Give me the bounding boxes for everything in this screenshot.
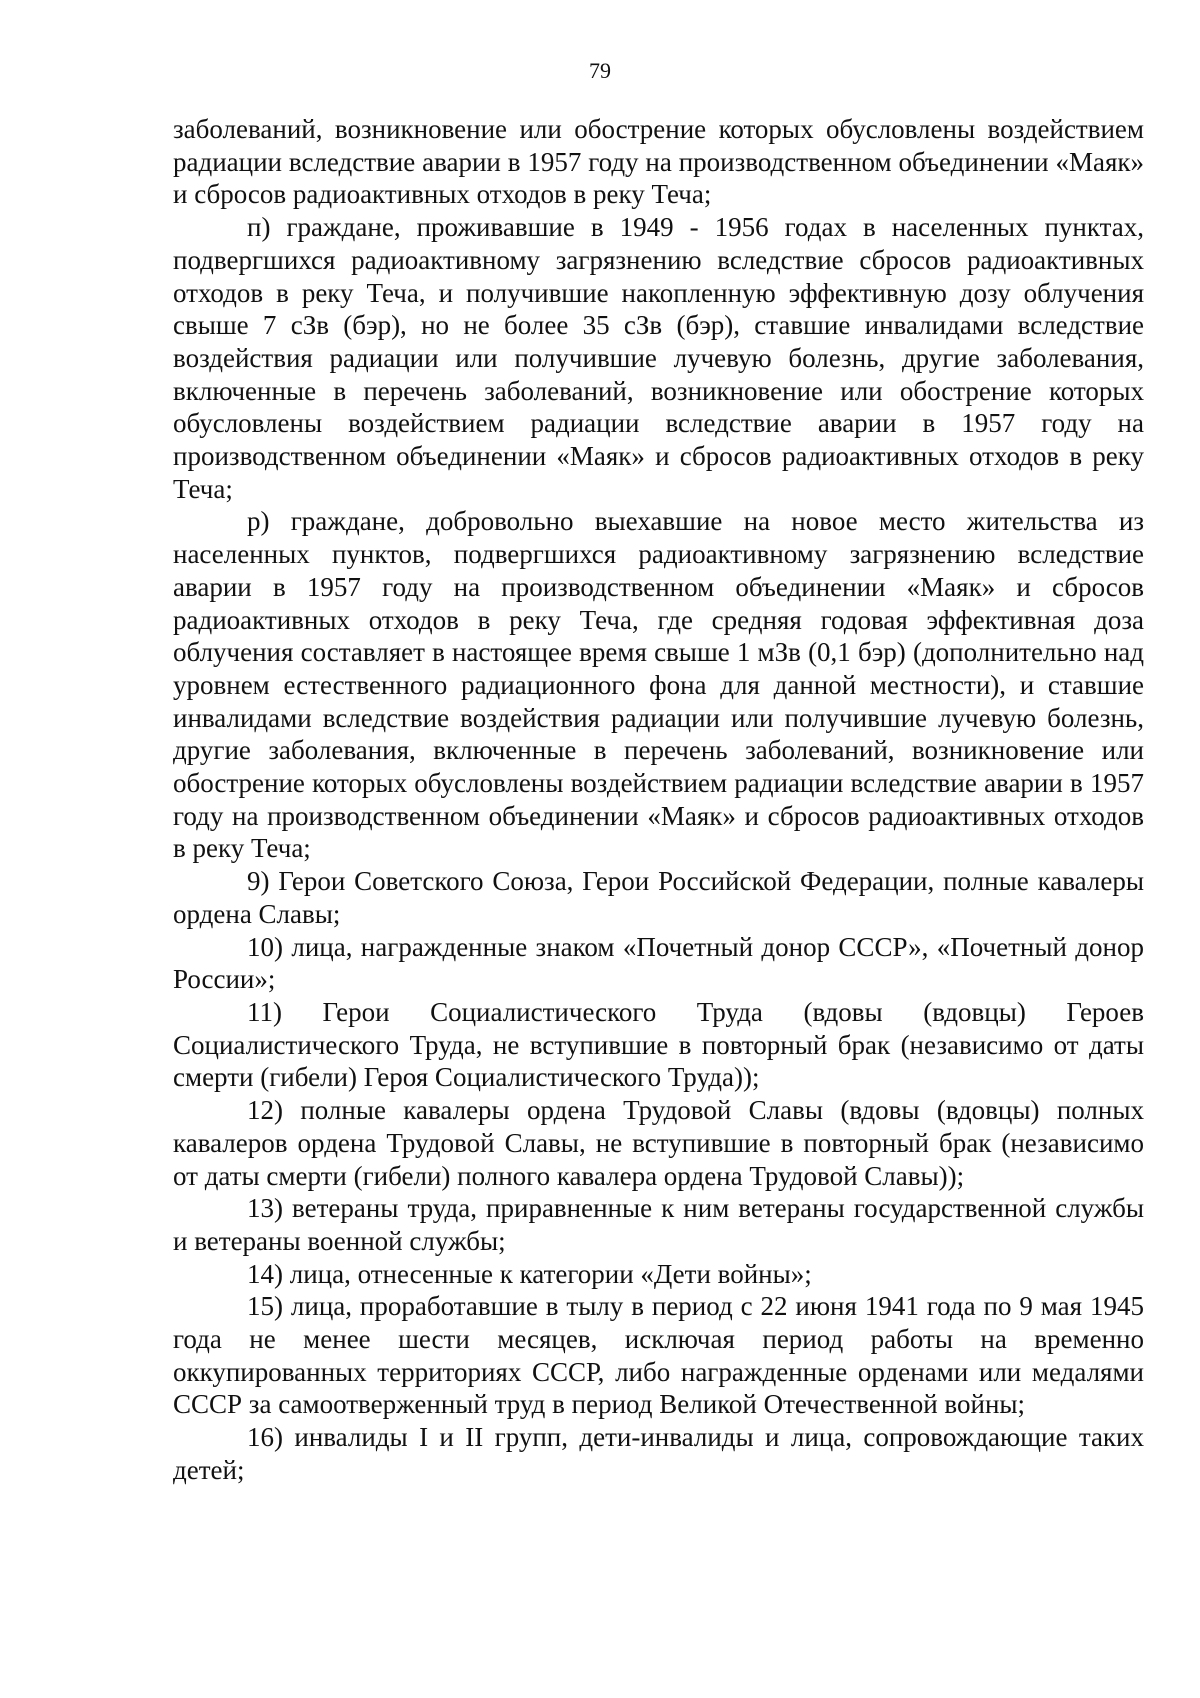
paragraph-item-16: 16) инвалиды I и II групп, дети-инвалиды и лица, сопровождающие таких детей; bbox=[173, 1422, 1144, 1485]
paragraph-item-11: 11) Герои Социалистического Труда (вдовы (вдовцы) Героев Социалистического Труда, не вступившие в повторный брак (независимо от даты смерти (гибели) Героя Социалистического Труда)); bbox=[173, 996, 1144, 1093]
document-body bbox=[173, 113, 1144, 1487]
paragraph-continued: заболеваний, возникновение или обострение которых обусловлены воздействием радиации вследствие аварии в 1957 году на производственном объединении «Маяк» и сбросов радиоактивных отходов в реку Теча; bbox=[173, 114, 1144, 210]
paragraph-item-14: 14) лица, отнесенные к категории «Дети войны»; bbox=[247, 1258, 812, 1289]
paragraph-item-10: 10) лица, награжденные знаком «Почетный донор СССР», «Почетный донор России»; bbox=[173, 931, 1144, 995]
page-number: 79 bbox=[589, 58, 611, 83]
paragraph-item-12: 12) полные кавалеры ордена Трудовой Славы (вдовы (вдовцы) полных кавалеров ордена Трудовой Славы, не вступившие в повторный брак (независимо от даты смерти (гибели) полного кавалера ордена Трудовой Славы)); bbox=[173, 1095, 1144, 1191]
paragraph-item-r: р) граждане, добровольно выехавшие на новое место жительства из населенных пунктов, подвергшихся радиоактивному загрязнению вследствие аварии в 1957 году на производственном объединении «Маяк» и сбросов радиоактивных отходов в реку Теча, где средняя годовая эффективная доза облучения составляет в настоящее время свыше 1 мЗв (0,1 бэр) (дополнительно над уровнем естественного радиационного фона для данной местности), и ставшие инвалидами вследствие воздействия радиации или получившие лучевую болезнь, другие заболевания, включенные в перечень заболеваний, возникновение или обострение которых обусловлены воздействием радиации вследствие аварии в 1957 году на производственном объединении «Маяк» и сбросов радиоактивных отходов в реку Теча; bbox=[173, 506, 1144, 864]
paragraph-item-15: 15) лица, проработавшие в тылу в период с 22 июня 1941 года по 9 мая 1945 года не менее шести месяцев, исключая период работы на временно оккупированных территориях СССР, либо награжденные орденами или медалями СССР за самоотверженный труд в период Великой Отечественной войны; bbox=[173, 1291, 1144, 1420]
paragraph-item-p: п) граждане, проживавшие в 1949 - 1956 годах в населенных пунктах, подвергшихся радиоактивному загрязнению вследствие сбросов радиоактивных отходов в реку Теча, и получившие накопленную эффективную дозу облучения свыше 7 сЗв (бэр), но не более 35 сЗв (бэр), ставшие инвалидами вследствие воздействия радиации или получившие лучевую болезнь, другие заболевания, включенные в перечень заболеваний, возникновение или обострение которых обусловлены воздействием радиации вследствие аварии в 1957 году на производственном объединении «Маяк» и сбросов радиоактивных отходов в реку Теча; bbox=[173, 212, 1144, 504]
paragraph-item-9: 9) Герои Советского Союза, Герои Российской Федерации, полные кавалеры ордена Славы; bbox=[173, 866, 1144, 929]
paragraph-item-13: 13) ветераны труда, приравненные к ним ветераны государственной службы и ветераны военной службы; bbox=[173, 1193, 1144, 1256]
